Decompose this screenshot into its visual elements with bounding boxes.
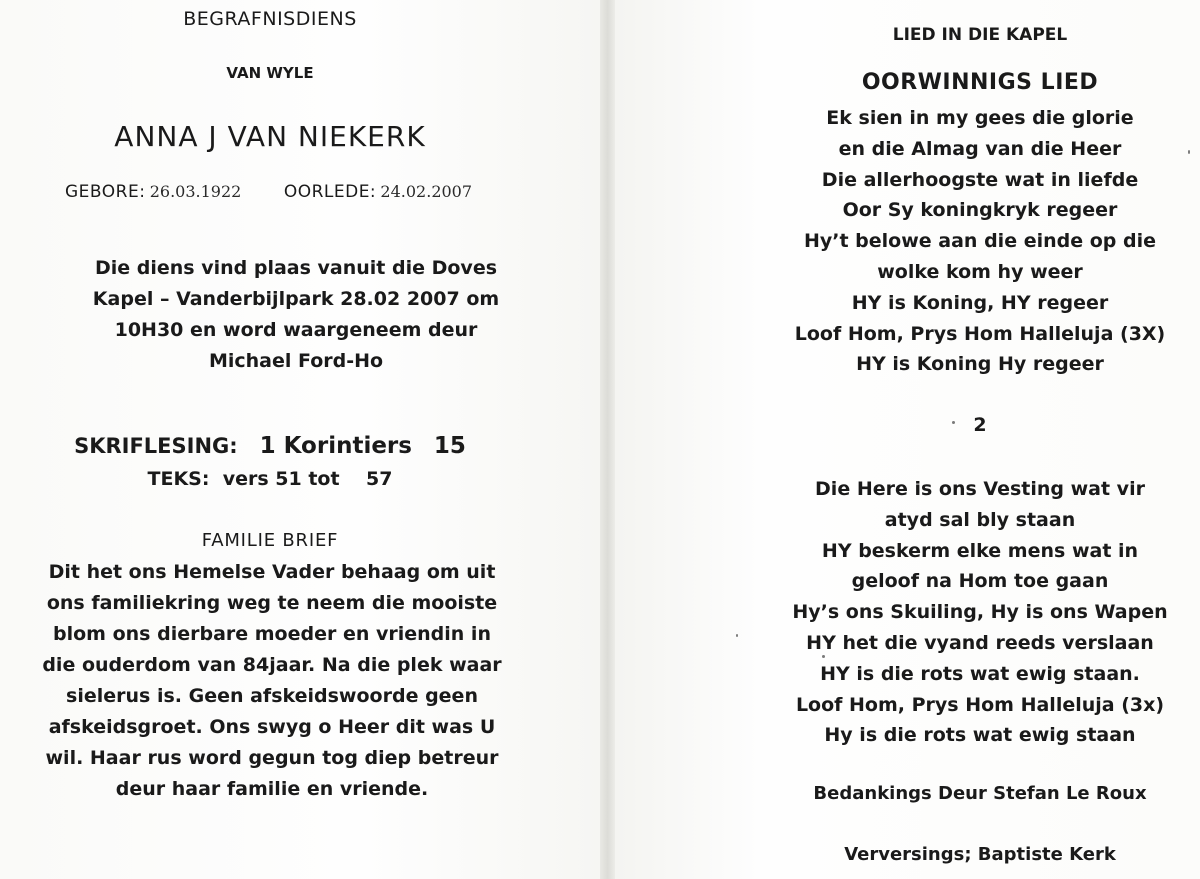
verse-line: Hy’t belowe aan die einde op die (803, 230, 1156, 253)
family-line: deur haar familie en vriende. (115, 778, 429, 800)
family-letter-heading: FAMILIE BRIEF (201, 530, 339, 551)
verse-line: Oor Sy koningkryk regeer (842, 199, 1118, 222)
verse-2 (760, 474, 1200, 751)
died-label: OORLEDE: (283, 182, 377, 202)
family-line: die ouderdom van 84jaar. Na die plek waar (42, 654, 502, 676)
page-fold (600, 0, 615, 879)
scan-speck (822, 655, 825, 658)
verse-line: HY beskerm elke mens wat in (821, 539, 1139, 562)
family-line: ons familiekring weg te neem die mooiste (46, 592, 498, 614)
verse-line: HY is Koning, HY regeer (851, 291, 1109, 314)
van-wyle-label: VAN WYLE (226, 64, 314, 82)
reading-book: 1 Korintiers (259, 433, 412, 459)
verse-line: HY is Koning Hy regeer (856, 353, 1104, 376)
text-verse-end: 57 (366, 468, 393, 490)
scripture-reading (74, 433, 466, 459)
family-line: sielerus is. Geen afskeidswoorde geen (66, 685, 478, 707)
verse-line: Ek sien in my gees die glorie (826, 107, 1134, 129)
verse-line: en die Almag van die Heer (838, 137, 1122, 160)
verse-line: Hy is die rots wat ewig staan (824, 724, 1136, 747)
family-line: blom ons dierbare moeder en vriendin in (53, 623, 491, 645)
reading-chapter: 15 (433, 433, 466, 459)
verse-line: geloof na Hom toe gaan (851, 570, 1109, 593)
verse-line: Loof Hom, Prys Hom Halleluja (3x) (795, 693, 1165, 716)
verse-line: HY het die vyand reeds verslaan (806, 631, 1154, 654)
family-line: wil. Haar rus word gegun tog diep betreur (45, 747, 499, 769)
chapel-song-heading: LIED IN DIE KAPEL (892, 25, 1068, 45)
family-line: afskeidsgroet. Ons swyg o Heer dit was U (48, 716, 496, 738)
verse-line: wolke kom hy weer (877, 260, 1083, 283)
verse-line: atyd sal bly staan (884, 508, 1076, 531)
service-line: 10H30 en word waargeneem deur (114, 319, 478, 341)
service-line: Kapel – Vanderbijlpark 28.02 2007 om (92, 288, 500, 310)
text-verses (148, 468, 393, 490)
service-line: Die diens vind plaas vanuit die Doves (94, 257, 498, 279)
verse-line: Loof Hom, Prys Hom Halleluja (3X) (794, 322, 1166, 345)
verse-number: 2 (973, 414, 987, 436)
scan-speck (1188, 150, 1190, 154)
born-date: 26.03.1922 (149, 182, 242, 201)
verse-1 (760, 103, 1200, 380)
text-label: TEKS: (147, 468, 210, 490)
born-label: GEBORE: (65, 182, 146, 202)
service-details (36, 253, 556, 377)
thanks-line: Bedankings Deur Stefan Le Roux (813, 783, 1147, 804)
deceased-name: ANNA J VAN NIEKERK (114, 120, 426, 153)
song-title: OORWINNIGS LIED (861, 70, 1099, 95)
verse-line: Hy’s ons Skuiling, Hy is ons Wapen (792, 601, 1168, 624)
verse-line: Die Here is ons Vesting wat vir (815, 478, 1145, 500)
family-letter (0, 557, 552, 805)
scan-speck (952, 421, 955, 424)
dates-line (65, 182, 472, 202)
verse-line: Die allerhoogste wat in liefde (821, 168, 1139, 191)
header-title: BEGRAFNISDIENS (183, 8, 357, 30)
service-line: Michael Ford-Ho (208, 350, 384, 372)
verse-line: HY is die rots wat ewig staan. (820, 662, 1140, 685)
reading-label: SKRIFLESING: (74, 434, 238, 458)
text-verse-range: vers 51 tot (222, 468, 340, 490)
died-date: 24.02.2007 (380, 182, 473, 201)
family-line: Dit het ons Hemelse Vader behaag om uit (48, 561, 496, 583)
scan-speck (736, 634, 738, 637)
refreshments-line: Verversings; Baptiste Kerk (844, 844, 1116, 865)
